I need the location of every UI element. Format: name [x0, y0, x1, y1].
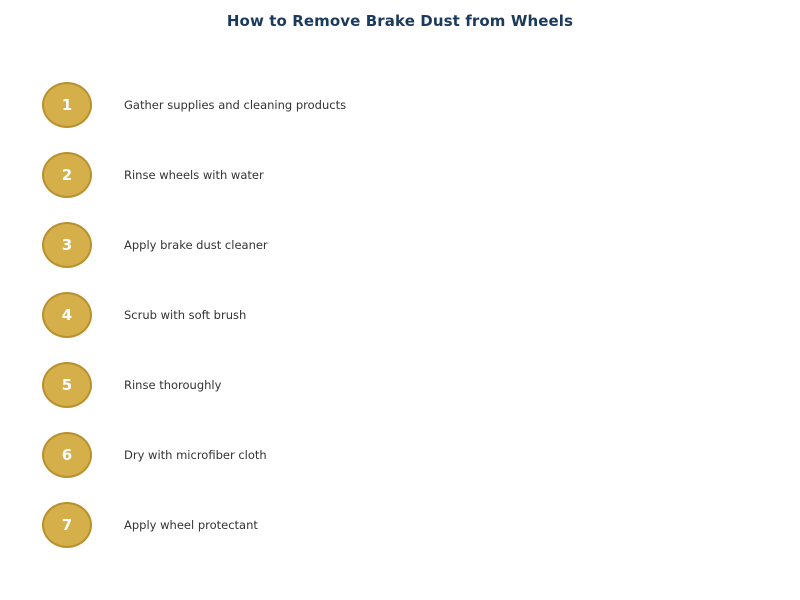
step-row: [0, 222, 800, 268]
step-number: 3: [61, 235, 73, 254]
step-row: [0, 152, 800, 198]
steps-list: [0, 82, 800, 548]
step-label: Apply wheel protectant: [124, 518, 258, 532]
step-number: 6: [61, 445, 73, 464]
step-row: [0, 82, 800, 128]
step-number: 2: [61, 165, 73, 184]
page-title: How to Remove Brake Dust from Wheels: [226, 12, 574, 30]
step-number-badge: [42, 82, 92, 128]
step-row: [0, 292, 800, 338]
step-row: [0, 432, 800, 478]
step-number: 4: [61, 305, 73, 324]
step-number-badge: [42, 222, 92, 268]
step-number-badge: [42, 502, 92, 548]
step-number: 5: [61, 375, 73, 394]
step-number: 7: [61, 515, 73, 534]
step-label: Gather supplies and cleaning products: [124, 98, 347, 112]
step-row: [0, 362, 800, 408]
step-label: Rinse thoroughly: [124, 378, 222, 392]
step-number-badge: [42, 152, 92, 198]
step-number-badge: [42, 362, 92, 408]
step-label: Rinse wheels with water: [124, 168, 264, 182]
step-label: Apply brake dust cleaner: [124, 238, 268, 252]
step-label: Scrub with soft brush: [124, 308, 247, 322]
step-label: Dry with microfiber cloth: [124, 448, 267, 462]
step-number-badge: [42, 432, 92, 478]
step-number-badge: [42, 292, 92, 338]
step-number: 1: [61, 95, 73, 114]
step-row: [0, 502, 800, 548]
